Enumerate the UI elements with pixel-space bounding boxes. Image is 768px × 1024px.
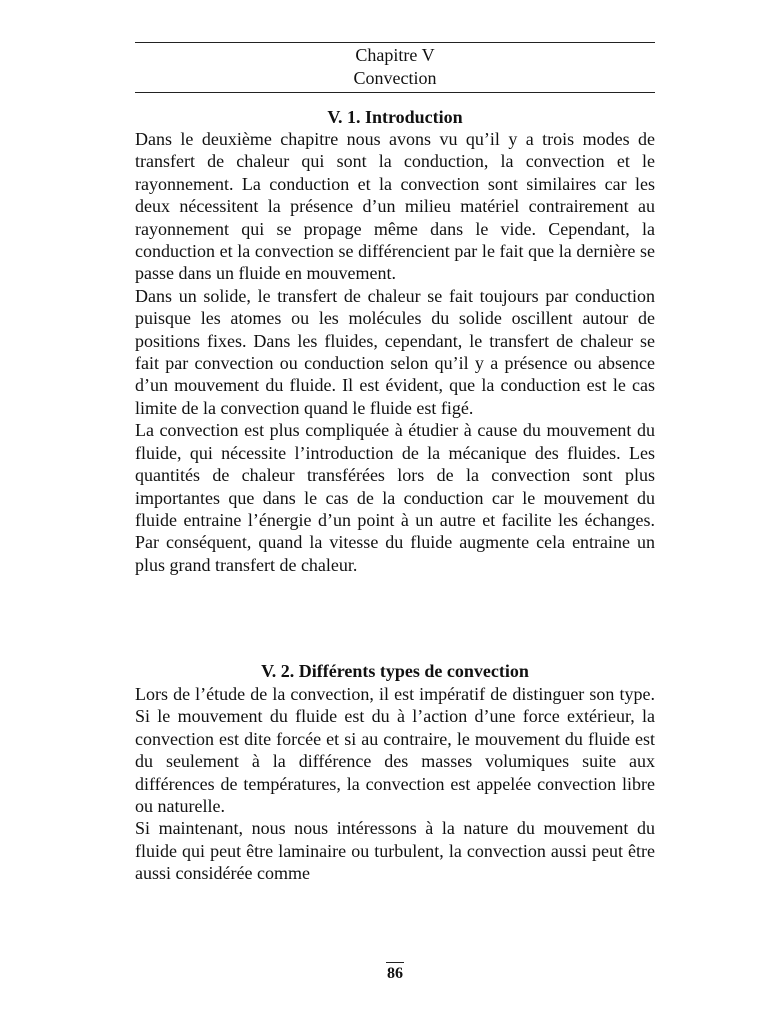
page-number: 86 [387,965,403,982]
paragraph: Lors de l’étude de la convection, il est impératif de distinguer son type. Si le mouvement du fluide est du à l’action d’une force extérieur, la convection est dite forcée et si au contraire, le mouvement du fluide est du seulement à la différence des masses volumiques suite aux différences de températures, la convection est appelée convection libre ou naturelle. [135,684,655,817]
chapter-title: Convection [353,68,437,88]
page-footer [135,962,655,983]
paragraph: Dans le deuxième chapitre nous avons vu qu’il y a trois modes de transfert de chaleur qui sont la conduction, la convection et le rayonnement. La conduction et la convection sont similaires car les deux nécessitent la présence d’un milieu matériel contrairement au rayonnement qui se propage même dans le vide. Cependant, la conduction et la convection se différencient par le fait que la dernière se passe dans un fluide en mouvement. [135,129,655,284]
running-header [135,44,655,90]
section-body-types [135,683,655,885]
section-body-introduction [135,128,655,576]
paragraph: Si maintenant, nous nous intéressons à la nature du mouvement du fluide qui peut être laminaire ou turbulent, la convection aussi peut être aussi considérée comme [135,818,655,884]
paragraph: Dans un solide, le transfert de chaleur se fait toujours par conduction puisque les atomes ou les molécules du solide oscillent autour de positions fixes. Dans les fluides, cependant, le transfert de chaleur se fait par convection ou conduction selon qu’il y a présence ou absence d’un mouvement du fluide. Il est évident, que la conduction est le cas limite de la convection quand le fluide est figé. [135,285,655,418]
section-heading-introduction: V. 1. Introduction [327,107,463,127]
paragraph: La convection est plus compliquée à étudier à cause du mouvement du fluide, qui nécessite l’introduction de la mécanique des fluides. Les quantités de chaleur transférées lors de la convection sont plus importantes que dans le cas de la conduction car le mouvement du fluide entraine l’énergie d’un point à un autre et facilite les échanges. Par conséquent, quand la vitesse du fluide augmente cela entraine un plus grand transfert de chaleur. [135,420,655,575]
header-bottom-rule [135,92,655,93]
chapter-number: Chapitre V [355,45,435,65]
footer-rule [386,962,404,963]
header-top-rule [135,42,655,43]
section-heading-types: V. 2. Différents types de convection [261,661,529,681]
